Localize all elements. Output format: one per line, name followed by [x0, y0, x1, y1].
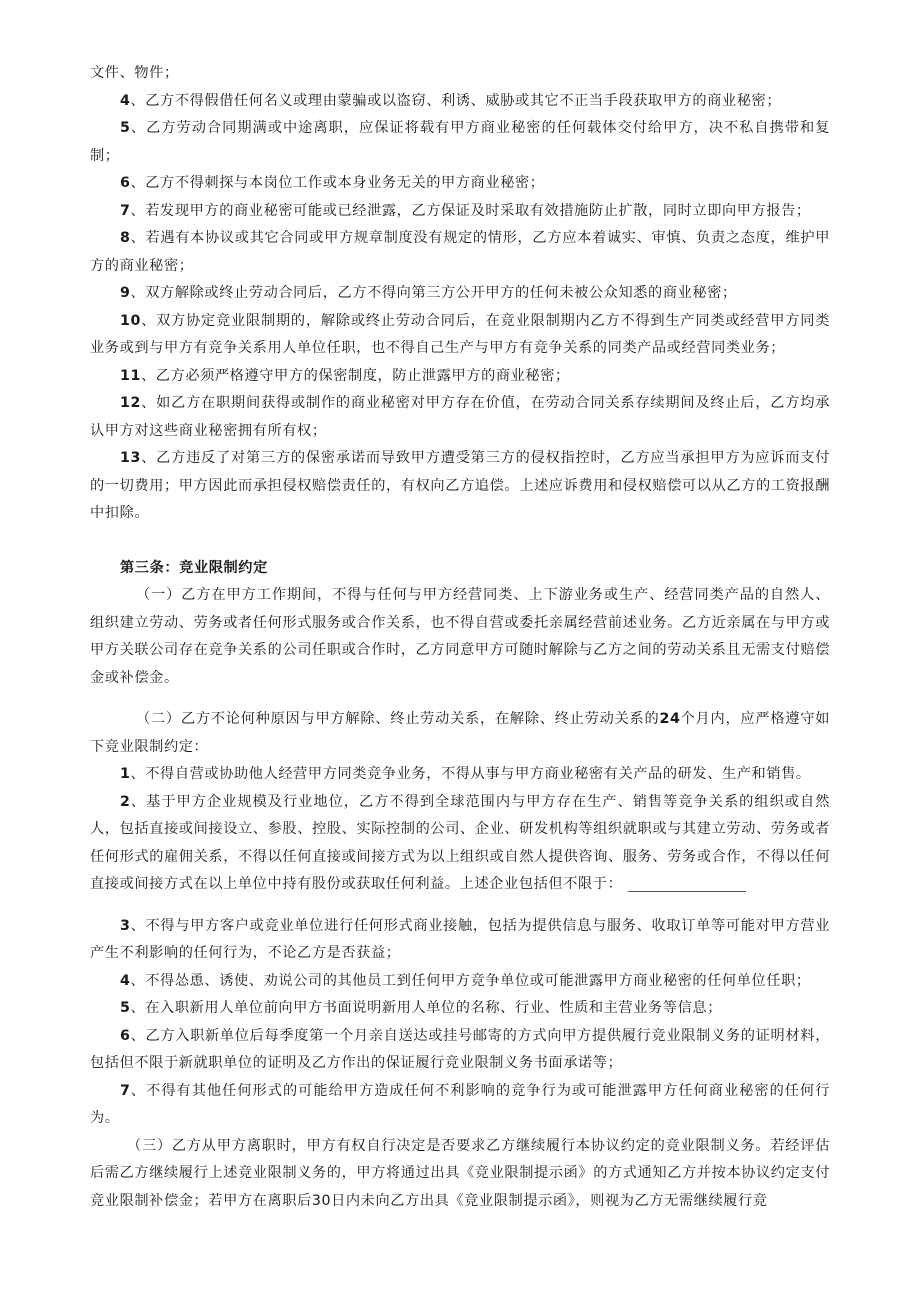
paragraph-spacer	[90, 899, 830, 913]
item-text: 、在入职新用人单位前向甲方书面说明新用人单位的名称、行业、性质和主营业务等信息；	[130, 1000, 722, 1016]
item-number: 6	[120, 175, 131, 191]
item-number: 2	[120, 793, 131, 810]
item-text: 、双方解除或终止劳动合同后，乙方不得向第三方公开甲方的任何未被公众知悉的商业秘密；	[130, 285, 737, 301]
item-text: 、如乙方在职期间获得或制作的商业秘密对甲方存在价值，在劳动合同关系存续期间及终止后，乙方均承认甲方对这些商业秘密拥有所有权；	[90, 395, 830, 439]
article-3-heading: 第三条：竞业限制约定	[120, 559, 268, 576]
item-text: 、乙方不得刺探与本岗位工作或本身业务无关的甲方商业秘密；	[130, 175, 545, 191]
article-3-paragraph-1: （一）乙方在甲方工作期间，不得与任何与甲方经营同类、上下游业务或生产、经营同类产品的自然人、组织建立劳动、劳务或者任何形式服务或合作关系，也不得自营或委托亲属经营前述业务。乙方近亲属在与甲方或甲方关联公司存在竞争关系的公司任职或合作时，乙方同意甲方可随时解除与乙方之间的劳动关系且无需支付赔偿金或补偿金。	[90, 587, 830, 686]
item-number: 10	[120, 312, 141, 329]
noncompete-item-5	[90, 995, 830, 1023]
item-number: 11	[120, 367, 141, 384]
secrecy-item-7	[90, 198, 830, 226]
item-number: 13	[120, 450, 141, 466]
notice-days: 30	[311, 1192, 332, 1209]
item-number: 6	[120, 1027, 131, 1044]
item-number: 9	[120, 285, 131, 301]
paragraph-spacer	[90, 692, 830, 706]
item-number: 4	[120, 92, 131, 109]
secrecy-item-9	[90, 280, 830, 308]
noncompete-item-3	[90, 913, 830, 968]
secrecy-item-6	[90, 170, 830, 198]
item-text: 、不得自营或协助他人经营甲方同类竞争业务，不得从事与甲方商业秘密有关产品的研发、生产和销售。	[130, 766, 811, 782]
secrecy-item-12	[90, 390, 830, 445]
secrecy-item-11	[90, 363, 830, 391]
restriction-months: 24	[659, 711, 681, 727]
noncompete-item-6	[90, 1023, 830, 1078]
secrecy-item-3-tail: 文件、物件；	[90, 65, 179, 81]
item-number: 7	[120, 1082, 131, 1099]
item-text: 、不得怂恿、诱使、劝说公司的其他员工到任何甲方竞争单位或可能泄露甲方商业秘密的任何单位任职；	[130, 972, 811, 989]
noncompete-item-2	[90, 789, 830, 899]
noncompete-item-4	[90, 968, 830, 996]
paragraph-text: （二）乙方不论何种原因与甲方解除、终止劳动关系，在解除、终止劳动关系的	[136, 711, 660, 727]
item-text: 、乙方违反了对第三方的保密承诺而导致甲方遭受第三方的侵权指控时，乙方应当承担甲方为应诉而支付的一切费用；甲方因此而承担侵权赔偿责任的，有权向乙方追偿。上述应诉费用和侵权赔偿可以从乙方的工资报酬中扣除。	[90, 450, 830, 521]
item-number: 4	[120, 972, 131, 989]
item-text: 、双方协定竞业限制期的，解除或终止劳动合同后，在竞业限制期内乙方不得到生产同类或经营甲方同类业务或到与甲方有竞争关系用人单位任职，也不得自己生产与甲方有竞争关系的同类产品或经营同类业务；	[90, 312, 830, 356]
item-text: 、若发现甲方的商业秘密可能或已经泄露，乙方保证及时采取有效措施防止扩散，同时立即向甲方报告；	[130, 202, 811, 219]
secrecy-item-5	[90, 115, 830, 170]
item-number: 5	[120, 120, 131, 136]
secrecy-item-13	[90, 445, 830, 528]
secrecy-item-8	[90, 225, 830, 280]
noncompete-item-1	[90, 761, 830, 789]
item-number: 5	[120, 1000, 131, 1016]
noncompete-item-7	[90, 1078, 830, 1133]
item-text: 、基于甲方企业规模及行业地位，乙方不得到全球范围内与甲方存在生产、销售等竞争关系的组织或自然人，包括直接或间接设立、参股、控股、实际控制的公司、企业、研发机构等组织就职或与其建立劳动、劳务或者任何形式的雇佣关系，不得以任何直接或间接方式为以上组织或自然人提供咨询、服务、劳务或合作，不得以任何直接或间接方式在以上单位中持有股份或获取任何利益。上述企业包括但不限于：	[90, 793, 830, 892]
item-number: 3	[120, 917, 131, 934]
item-text: 、乙方入职新单位后每季度第一个月亲自送达或挂号邮寄的方式向甲方提供履行竞业限制义务的证明材料，包括但不限于新就职单位的证明及乙方作出的保证履行竞业限制义务书面承诺等；	[90, 1027, 830, 1071]
item-text: 、若遇有本协议或其它合同或甲方规章制度没有规定的情形，乙方应本着诚实、审慎、负责之态度，维护甲方的商业秘密；	[90, 230, 830, 274]
paragraph-text: 日内未向乙方出具《竞业限制提示函》，则视为乙方无需继续履行竞	[331, 1192, 768, 1209]
paragraph-text: （三）乙方从甲方离职时，甲方有权自行决定是否要求乙方继续履行本协议约定的竞业限制义务。若经评估后需乙方继续履行上述竞业限制义务的，甲方将通过出具《竞业限制提示函》的方式通知乙方并按本协议约定支付竞业限制补偿金；若甲方在离职后	[90, 1137, 830, 1209]
item-text: 、不得与甲方客户或竞业单位进行任何形式商业接触，包括为提供信息与服务、收取订单等可能对甲方营业产生不利影响的任何行为，不论乙方是否获益；	[90, 917, 830, 961]
article-3-paragraph-2	[90, 706, 830, 761]
item-text: 、不得有其他任何形式的可能给甲方造成任何不利影响的竞争行为或可能泄露甲方任何商业秘密的任何行为。	[90, 1082, 830, 1126]
item-number: 12	[120, 395, 141, 411]
fill-in-blank[interactable]	[628, 877, 746, 892]
item-number: 8	[120, 230, 131, 246]
item-text: 、乙方劳动合同期满或中途离职，应保证将载有甲方商业秘密的任何载体交付给甲方，决不私自携带和复制；	[90, 120, 830, 164]
article-3-paragraph-3	[90, 1133, 830, 1216]
secrecy-item-4	[90, 88, 830, 116]
item-text: 、乙方不得假借任何名义或理由蒙骗或以盗窃、利诱、威胁或其它不正当手段获取甲方的商业秘密；	[130, 92, 782, 109]
item-number: 7	[120, 202, 131, 219]
item-number: 1	[120, 766, 131, 782]
paragraph-text: 个月内，应严格遵守如下竞业限制约定：	[90, 711, 830, 755]
secrecy-item-10	[90, 308, 830, 363]
item-text: 、乙方必须严格遵守甲方的保密制度，防止泄露甲方的商业秘密；	[140, 367, 570, 384]
